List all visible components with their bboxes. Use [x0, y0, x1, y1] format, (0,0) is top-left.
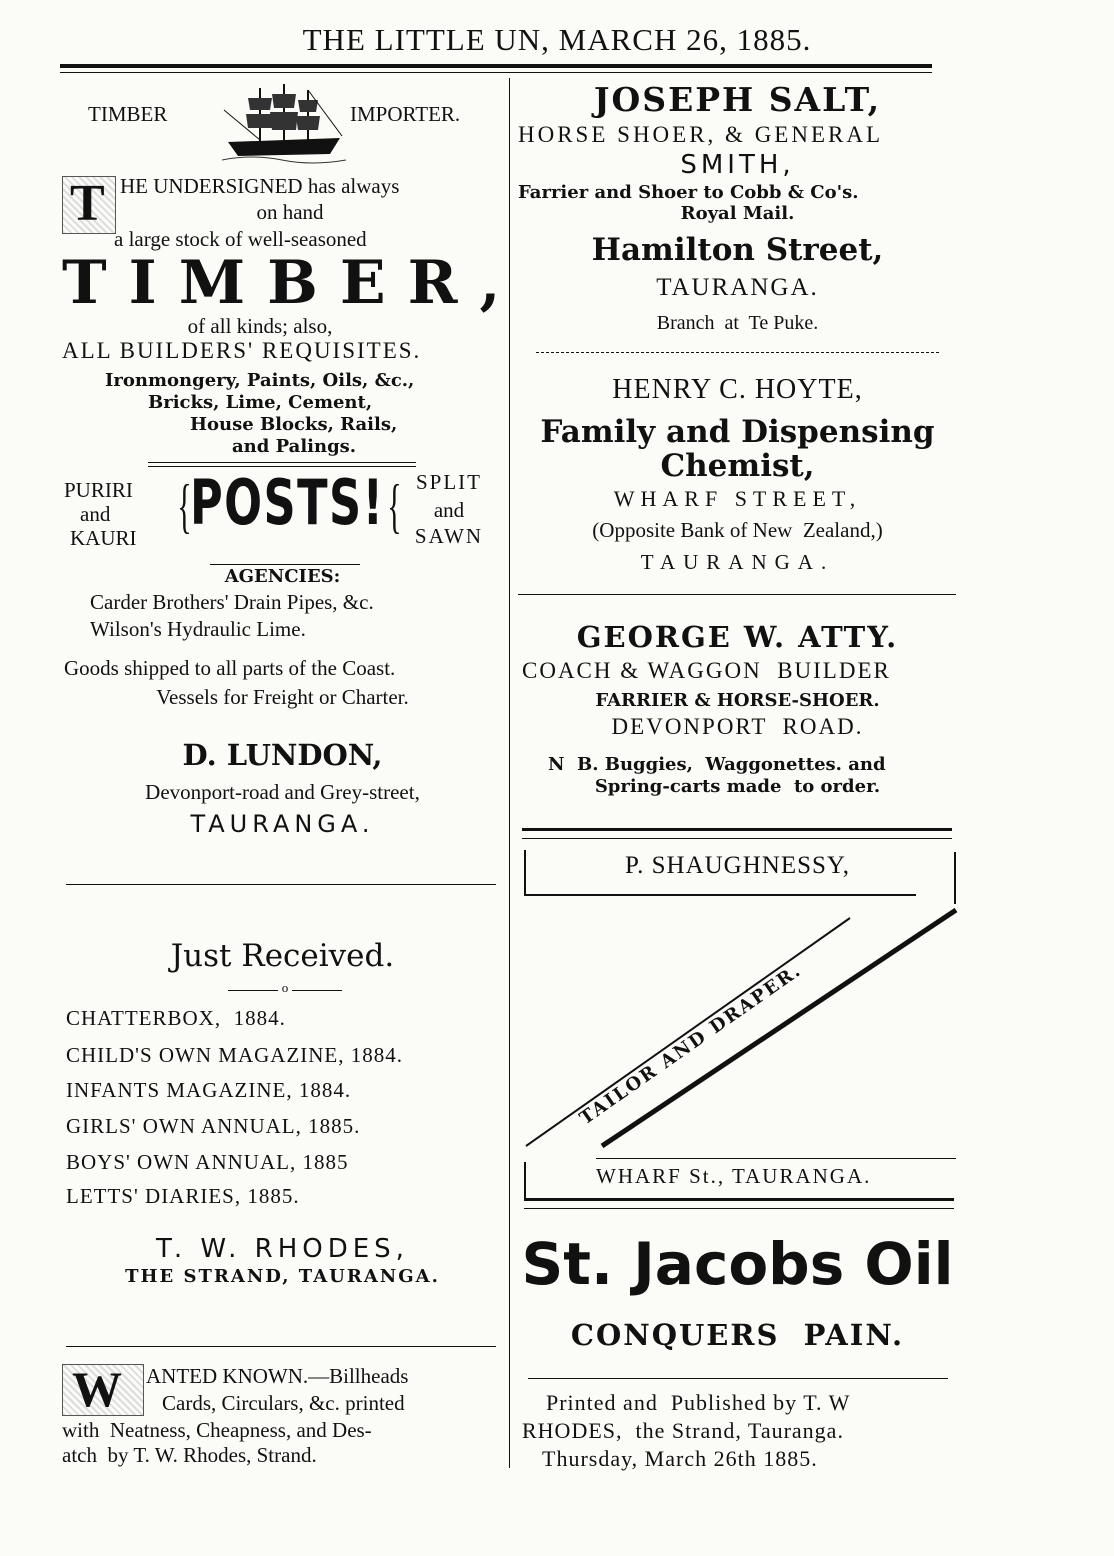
timber-builders: ALL BUILDERS' REQUISITES. [62, 338, 422, 363]
salt-street: Hamilton Street, [591, 232, 884, 268]
salt-trade-2: SMITH, [680, 150, 795, 180]
shipping-line-1: Goods shipped to all parts of the Coast. [64, 656, 396, 680]
posts-left-3: KAURI [70, 526, 137, 550]
received-item-5: BOYS' OWN ANNUAL, 1885 [66, 1150, 349, 1174]
wanted-line-1: ANTED KNOWN.—Billheads [146, 1364, 409, 1388]
timber-item-2: Bricks, Lime, Cement, [148, 392, 373, 413]
atty-road: DEVONPORT ROAD. [611, 714, 864, 739]
masthead-rule-thick [60, 64, 932, 68]
shaughnessy-rule-top2 [522, 838, 952, 839]
timber-kinds: of all kinds; also, [187, 314, 333, 338]
received-heading: Just Received. [170, 938, 395, 974]
received-divider-right [292, 990, 342, 991]
received-item-2: CHILD'S OWN MAGAZINE, 1884. [66, 1043, 404, 1067]
shaughnessy-name: P. SHAUGHNESSY, [624, 852, 851, 879]
wanted-line-3: with Neatness, Cheapness, and Des- [62, 1418, 372, 1442]
salt-trade-1: HORSE SHOER, & GENERAL [518, 122, 884, 147]
salt-branch: Branch at Te Puke. [656, 312, 819, 334]
timber-item-3: House Blocks, Rails, [190, 414, 398, 435]
hoyte-town: TAURANGA. [640, 550, 835, 574]
imprint-line-3: Thursday, March 26th 1885. [542, 1446, 818, 1471]
right-divider-1 [536, 352, 940, 353]
shaughnessy-bar-left-bottom [524, 1162, 526, 1200]
shaughnessy-address: WHARF St., TAURANGA. [596, 1164, 872, 1188]
timber-dropcap-letter: T [70, 175, 105, 232]
posts-right-3: SAWN [414, 524, 484, 548]
wanted-line-2: Cards, Circulars, &c. printed [162, 1391, 405, 1415]
salt-town: TAURANGA. [656, 274, 819, 301]
lundon-town: TAURANGA. [190, 810, 375, 838]
posts-center: POSTS! [190, 466, 385, 539]
hoyte-opposite: (Opposite Bank of New Zealand,) [592, 518, 883, 542]
agencies-item-2: Wilson's Hydraulic Lime. [90, 617, 306, 641]
atty-trade: COACH & WAGGON BUILDER [522, 658, 891, 683]
shaughnessy-address-rule [596, 1158, 956, 1159]
imprint-line-2: RHODES, the Strand, Tauranga. [522, 1418, 844, 1443]
agencies-heading: AGENCIES: [224, 566, 341, 587]
ship-icon [222, 80, 346, 166]
left-divider-2 [66, 1346, 496, 1347]
jacobs-title: St. Jacobs Oil [521, 1230, 954, 1298]
atty-name: GEORGE W. ATTY. [576, 620, 899, 654]
lundon-name: D. LUNDON, [182, 738, 383, 772]
timber-left-word: TIMBER [88, 102, 168, 126]
shaughnessy-rule-top1 [522, 828, 952, 831]
masthead-rule-thin [60, 72, 932, 73]
hoyte-name: HENRY C. HOYTE, [612, 374, 863, 405]
jacobs-tag: CONQUERS PAIN. [570, 1318, 905, 1352]
posts-right-1: SPLIT [415, 470, 482, 494]
received-divider-left [228, 990, 278, 991]
timber-intro-line3: a large stock of well-seasoned [114, 227, 367, 251]
salt-mail: Royal Mail. [680, 203, 795, 224]
hoyte-street: WHARF STREET, [613, 486, 862, 511]
salt-name: JOSEPH SALT, [593, 80, 882, 119]
posts-left-2: and [80, 502, 111, 526]
posts-rule-top [148, 462, 416, 463]
timber-right-word: IMPORTER. [350, 102, 461, 126]
posts-right-2: and [433, 498, 465, 522]
hoyte-title-1: Family and Dispensing [540, 414, 935, 450]
hoyte-title-2: Chemist, [660, 448, 815, 484]
atty-nb-1: N B. Buggies, Waggonettes. and [548, 754, 886, 775]
imprint-line-1: Printed and Published by T. W [546, 1390, 851, 1415]
received-item-3: INFANTS MAGAZINE, 1884. [66, 1078, 352, 1102]
posts-left-1: PURIRI [64, 478, 133, 502]
wanted-dropcap-letter: W [72, 1361, 122, 1417]
shaughnessy-rule-bottom1 [524, 1198, 954, 1201]
rhodes-name: T. W. RHODES, [156, 1234, 409, 1264]
received-item-4: GIRLS' OWN ANNUAL, 1885. [66, 1114, 361, 1138]
wanted-line-4: atch by T. W. Rhodes, Strand. [62, 1443, 317, 1467]
agencies-item-1: Carder Brothers' Drain Pipes, &c. [90, 590, 374, 614]
posts-brace-right: { [387, 473, 402, 539]
timber-intro-line2: on hand [256, 200, 324, 224]
timber-intro-line1: HE UNDERSIGNED has always [120, 174, 400, 198]
received-item-6: LETTS' DIARIES, 1885. [66, 1184, 300, 1208]
received-item-1: CHATTERBOX, 1884. [66, 1006, 286, 1030]
received-divider: o [281, 980, 289, 995]
timber-item-1: Ironmongery, Paints, Oils, &c., [105, 370, 415, 391]
lundon-address: Devonport-road and Grey-street, [145, 780, 420, 804]
left-divider-1 [66, 884, 496, 885]
atty-nb-2: Spring-carts made to order. [594, 776, 881, 797]
right-divider-3 [528, 1378, 948, 1379]
right-divider-2 [518, 594, 956, 595]
masthead-title: THE LITTLE UN, MARCH 26, 1885. [302, 22, 812, 57]
atty-farrier: FARRIER & HORSE-SHOER. [595, 690, 880, 711]
agencies-underline [210, 564, 360, 565]
shaughnessy-rule-bottom2 [524, 1208, 954, 1209]
rhodes-address: THE STRAND, TAURANGA. [125, 1266, 440, 1287]
shaughnessy-diagonal: TAILOR AND DRAPER. [576, 959, 806, 1130]
posts-brace-left: { [177, 473, 192, 539]
shipping-line-2: Vessels for Freight or Charter. [156, 685, 409, 709]
timber-item-4: and Palings. [232, 436, 357, 457]
timber-big: TIMBER, [62, 248, 523, 318]
salt-farrier: Farrier and Shoer to Cobb & Co's. [518, 182, 859, 203]
